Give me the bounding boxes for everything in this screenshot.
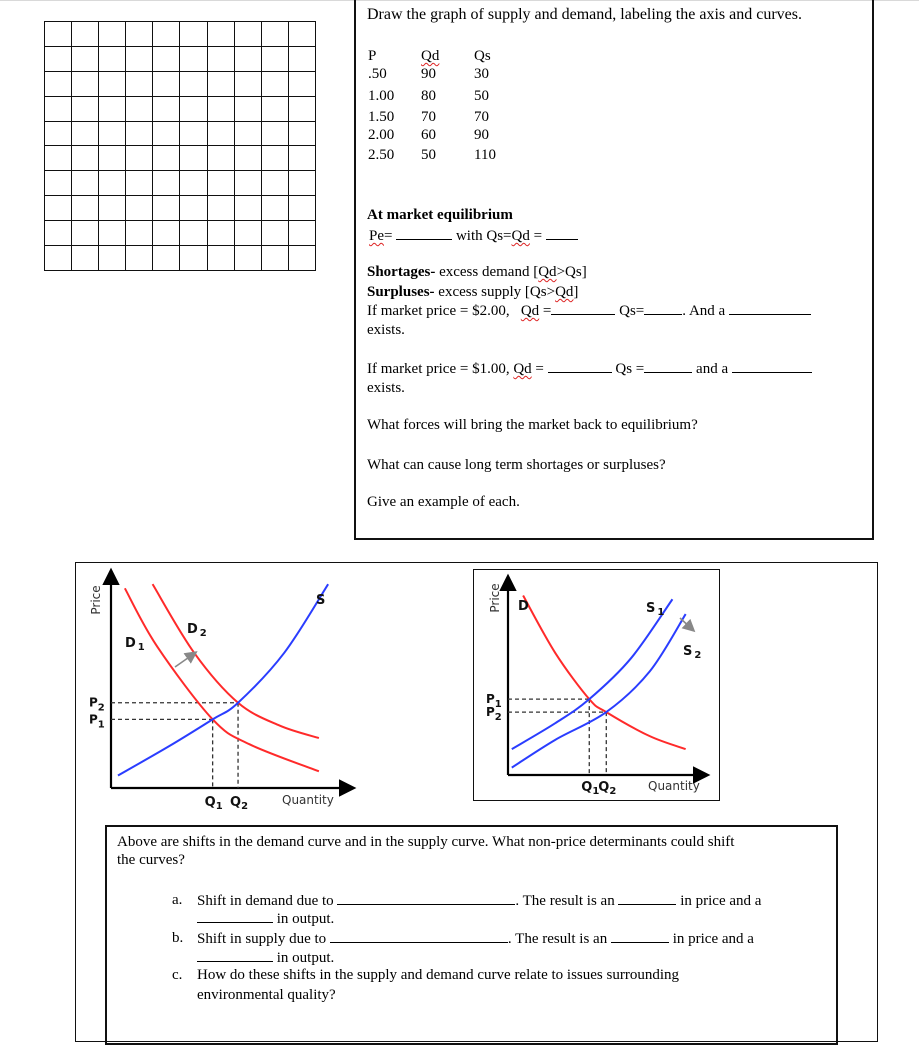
price-1-lead: If market price = $1.00,: [367, 361, 510, 377]
col-header-qd: Qd: [421, 48, 440, 64]
pe-equals: =: [384, 228, 393, 244]
curve-d: [523, 596, 686, 750]
price-2-exists: exists.: [367, 322, 405, 338]
item-a-cause-blank[interactable]: [337, 892, 515, 905]
price-2-qd: Qd: [520, 303, 540, 319]
equilibrium-heading: At market equilibrium: [367, 207, 513, 223]
price-tick-label: $P_1$: [486, 692, 502, 711]
shift-arrow-icon: [680, 618, 693, 630]
item-a-output-text: in output.: [276, 911, 335, 927]
shortages-text: excess demand [: [435, 264, 539, 280]
price-1-eq: =: [531, 361, 544, 377]
item-b-lead: Shift in supply due to: [197, 931, 327, 947]
surpluses-term: Surpluses-: [367, 284, 435, 300]
curve-d1: [125, 588, 319, 771]
item-b-price-blank[interactable]: [611, 930, 669, 943]
x-axis-label: Quantity: [648, 779, 700, 793]
quantity-tick-label: $Q_1$: [204, 795, 223, 812]
question-long-term: What can cause long term shortages or surpluses?: [367, 457, 666, 473]
curve-label-d2: D $_2$: [187, 622, 207, 639]
item-c-marker: c.: [172, 967, 183, 983]
item-a-lead: Shift in demand due to: [197, 893, 334, 909]
schedule-qd: 70: [421, 109, 436, 125]
price-tick-label: $P_1$: [89, 712, 105, 731]
equals-text: =: [529, 228, 543, 244]
demand-shift-chart: [89, 572, 352, 812]
item-c-line-2: environmental quality?: [197, 987, 336, 1003]
question-example: Give an example of each.: [367, 494, 520, 510]
curve-label-s1: S $_1$: [646, 601, 665, 618]
curve-label-d: D: [518, 599, 529, 614]
pe-label: Pe: [369, 228, 384, 244]
shift-arrow-icon: [175, 653, 195, 667]
shortages-end: >Qs]: [556, 264, 587, 280]
curve-d2: [153, 584, 319, 738]
schedule-qs: 90: [474, 127, 489, 143]
item-b-text: [197, 930, 754, 948]
schedule-price: 2.00: [368, 127, 395, 143]
col-header-price: P: [368, 48, 377, 64]
item-b-marker: b.: [172, 930, 184, 946]
item-a-tail: in price and a: [680, 893, 762, 909]
item-b-cause-blank[interactable]: [330, 930, 508, 943]
price-1-qs: Qs =: [615, 361, 645, 377]
item-c-line-1: How do these shifts in the supply and demand curve relate to issues surrounding: [197, 967, 679, 983]
item-a-mid: . The result is an: [515, 893, 615, 909]
shortages-qd: Qd: [538, 264, 557, 280]
supply-shift-chart: [486, 578, 706, 797]
col-header-qs: Qs: [474, 48, 491, 64]
schedule-price: 2.50: [368, 147, 395, 163]
schedule-price: .50: [368, 66, 387, 82]
price-2-and: . And a: [682, 303, 726, 319]
item-a-output-blank[interactable]: [197, 910, 273, 923]
curve-label-s: S: [316, 593, 326, 608]
schedule-qs: 110: [474, 147, 496, 163]
instruction-heading: Draw the graph of supply and demand, labeling the axis and curves.: [367, 6, 802, 23]
price-tick-label: $P_2$: [89, 695, 105, 714]
price-1-exists: exists.: [367, 380, 405, 396]
schedule-qs: 50: [474, 88, 489, 104]
item-a-text: [197, 892, 761, 910]
y-axis-label: Price: [488, 583, 502, 613]
curve-label-s2: S $_2$: [683, 644, 702, 661]
curve-label-d1: D $_1$: [125, 636, 145, 653]
schedule-price: 1.00: [368, 88, 395, 104]
schedule-qs: 30: [474, 66, 489, 82]
quantity-tick-label: $Q_1$: [581, 780, 600, 797]
surpluses-end: ]: [573, 284, 579, 300]
schedule-qd: 90: [421, 66, 436, 82]
item-b-mid: . The result is an: [507, 931, 608, 947]
with-qs-text: with Qs=: [455, 228, 512, 244]
item-b-cont: [197, 949, 334, 967]
schedule-qd: 60: [421, 127, 436, 143]
item-a-cont: [197, 910, 334, 928]
surpluses-qd: Qd: [555, 284, 574, 300]
y-axis-label: Price: [89, 585, 103, 615]
x-axis-label: Quantity: [282, 793, 334, 807]
schedule-qs: 70: [474, 109, 489, 125]
item-b-tail: in price and a: [672, 931, 754, 947]
question-forces: What forces will bring the market back to equilibrium?: [367, 417, 698, 433]
price-2-lead: If market price = $2.00,: [367, 303, 510, 319]
price-2-qs: Qs=: [619, 303, 645, 319]
shortages-term: Shortages-: [367, 264, 436, 280]
item-b-output-text: in output.: [276, 950, 335, 966]
surpluses-text: excess supply [Qs>: [434, 284, 556, 300]
price-1-and: and a: [696, 361, 729, 377]
price-1-qd: Qd: [513, 361, 532, 377]
price-tick-label: $P_2$: [486, 705, 502, 724]
item-a-marker: a.: [172, 892, 183, 908]
item-b-output-blank[interactable]: [197, 949, 273, 962]
price-2-eq: =: [539, 303, 552, 319]
item-a-price-blank[interactable]: [618, 892, 676, 905]
shifts-intro-line-2: the curves?: [117, 852, 185, 868]
schedule-qd: 80: [421, 88, 436, 104]
qd-label: Qd: [511, 228, 530, 244]
schedule-qd: 50: [421, 147, 436, 163]
shifts-intro-line-1: Above are shifts in the demand curve and in the supply curve. What non-price determinants could shift: [117, 834, 735, 850]
quantity-tick-label: $Q_2$: [598, 780, 617, 797]
quantity-tick-label: $Q_2$: [230, 795, 249, 812]
curve-s: [118, 584, 328, 775]
schedule-price: 1.50: [368, 109, 395, 125]
